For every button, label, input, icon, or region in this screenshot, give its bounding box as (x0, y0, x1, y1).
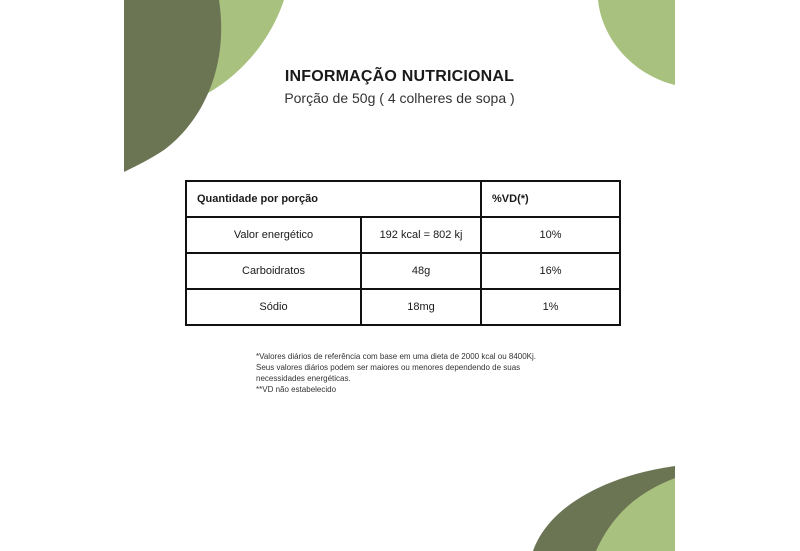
nutrient-name: Carboidratos (186, 253, 361, 289)
nutrient-amount: 48g (361, 253, 481, 289)
nutrition-table (185, 180, 621, 326)
table-header-row (186, 181, 620, 217)
footnote-line: Seus valores diários podem ser maiores ou menores dependendo de suas (256, 363, 521, 372)
table-row (186, 217, 620, 253)
nutrient-name: Valor energético (186, 217, 361, 253)
footnote-line: *Valores diários de referência com base em uma dieta de 2000 kcal ou 8400Kj. (256, 352, 537, 361)
footnote-line: necessidades energéticas. (256, 374, 351, 383)
page-title: INFORMAÇÃO NUTRICIONAL (284, 68, 515, 85)
header-vd: %VD(*) (481, 181, 620, 217)
table-row (186, 253, 620, 289)
nutrient-name: Sódio (186, 289, 361, 325)
nutrient-vd: 1% (481, 289, 620, 325)
nutrient-amount: 18mg (361, 289, 481, 325)
top-left-dark-leaf (124, 0, 221, 172)
nutrition-card (124, 0, 675, 551)
nutrient-vd: 16% (481, 253, 620, 289)
nutrient-vd: 10% (481, 217, 620, 253)
header-quantity: Quantidade por porção (186, 181, 481, 217)
footnote-line: **VD não estabelecido (256, 385, 337, 394)
table-row (186, 289, 620, 325)
footnote (256, 351, 556, 395)
nutrient-amount: 192 kcal = 802 kj (361, 217, 481, 253)
serving-size: Porção de 50g ( 4 colheres de sopa ) (284, 90, 515, 106)
